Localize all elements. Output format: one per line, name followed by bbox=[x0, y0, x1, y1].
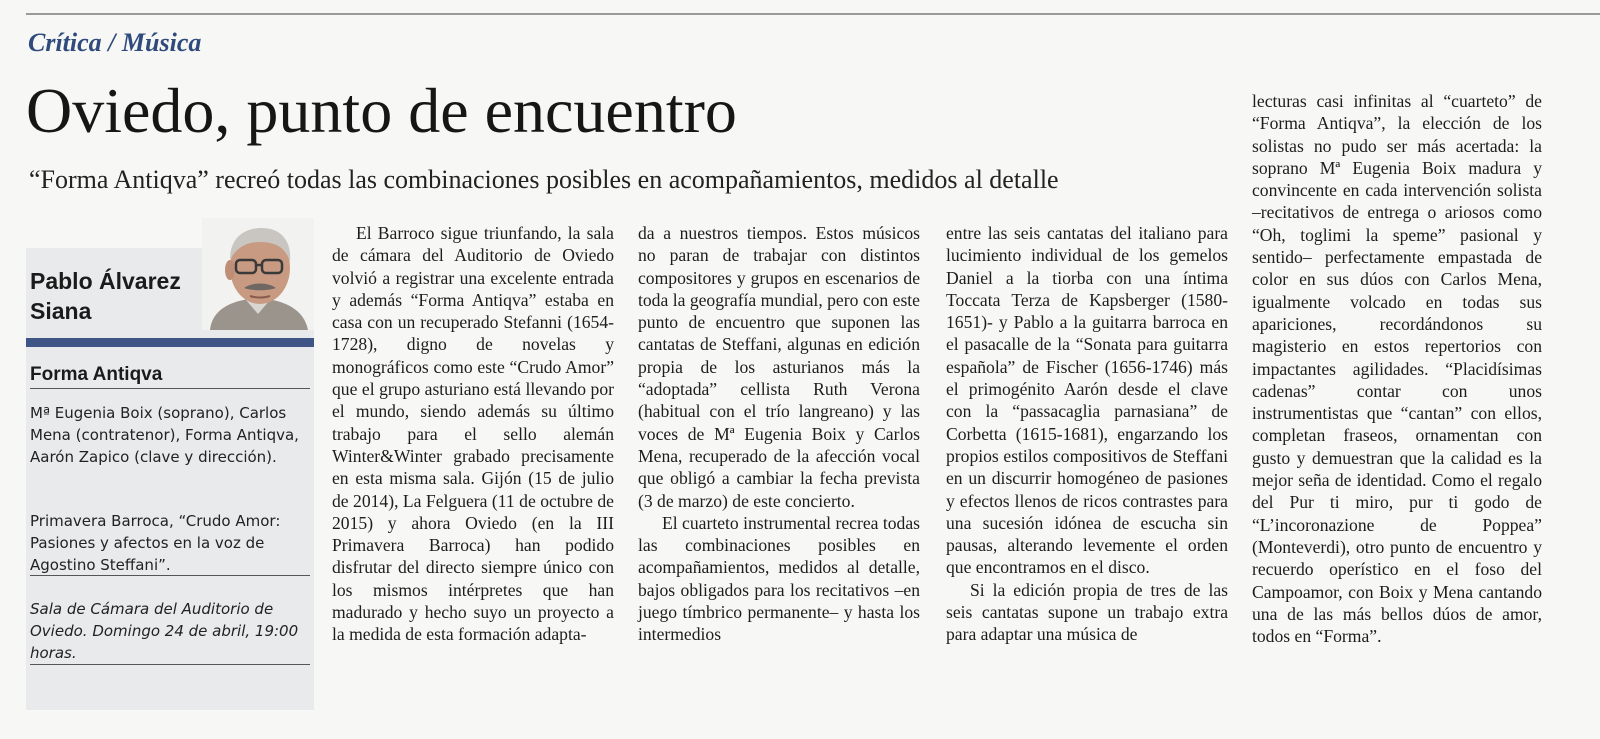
paragraph: da a nuestros tiempos. Estos músicos no paran de trabajar con distintos compositores y grupos en escenarios de toda la geografía mundial, pero con este punto de encuentro que suponen las cantatas de Steffani, algunas en edición propia de los asturianos más la “adoptada” cellista Ruth Verona (habitual con el trío langreano) y las voces de Mª Eugenia Boix y Carlos Mena, recuperado de la afección vocal que obligó a cambiar la fecha prevista (3 de marzo) de este concierto. bbox=[638, 223, 920, 511]
accent-bar bbox=[26, 338, 314, 347]
section-label: Crítica / Música bbox=[28, 28, 202, 57]
article-column-1 bbox=[332, 222, 614, 646]
paragraph: Si la edición propia de tres de las seis cantatas supone un trabajo extra para adaptar una música de bbox=[946, 579, 1228, 645]
paragraph: El cuarteto instrumental recrea todas las combinaciones posibles en acompañamientos, medidos al detalle, bajos obligados para los recitativos –en juego tímbrico permanente– y hasta los intermedios bbox=[638, 512, 920, 645]
article-column-2 bbox=[638, 222, 920, 646]
group-title: Forma Antiqva bbox=[30, 364, 163, 385]
author-photo bbox=[202, 218, 314, 330]
venue-text: Sala de Cámara del Auditorio de Oviedo. Domingo 24 de abril, 19:00 horas. bbox=[30, 600, 299, 662]
divider bbox=[30, 575, 310, 576]
author-name: Pablo Álvarez Siana bbox=[30, 268, 181, 324]
info-box bbox=[26, 248, 314, 710]
paragraph: entre las seis cantatas del italiano para lucimiento individual de los gemelos Daniel a la tiorba con una íntima Toccata Terza de Kapsberger (1580-1651)- y Pablo a la guitarra barroca en el pasacalle de la “Sonata para guitarra española” de Fischer (1656-1746) más el primogénito Aarón desde el clave con la “passacaglia parnasiana” de Corbetta (1615-1681), engarzando los propios estilos compositivos de Steffani en un discurrir homogéneo de pasiones y efectos llenos de ricos contrastes para una sucesión idónea de escucha sin pausas, alterando levemente el orden que encontramos en el disco. bbox=[946, 223, 1228, 578]
headline: Oviedo, punto de encuentro bbox=[26, 75, 737, 146]
deck-subtitle: “Forma Antiqva” recreó todas las combinaciones posibles en acompañamientos, medidos al detalle bbox=[29, 165, 1059, 194]
top-rule bbox=[26, 13, 1600, 15]
article-column-3 bbox=[946, 222, 1228, 646]
performers-text: Mª Eugenia Boix (soprano), Carlos Mena (contratenor), Forma Antiqva, Aarón Zapico (clave y dirección). bbox=[30, 404, 299, 466]
divider bbox=[30, 664, 310, 665]
article-column-4 bbox=[1252, 90, 1542, 647]
paragraph: El Barroco sigue triunfando, la sala de cámara del Auditorio de Oviedo volvió a registrar una excelente entrada y además “Forma Antiqva” estaba en casa con un recuperado Stefanni (1654-1728), digno de novelas y monográficos como este “Crudo Amor” que el grupo asturiano está llevando por el mundo, siendo además su último trabajo para el sello alemán Winter&Winter grabado precisamente en esta misma sala. Gijón (15 de julio de 2014), La Felguera (11 de octubre de 2015) y ahora Oviedo (en la III Primavera Barroca) han podido disfrutar del directo siempre único con los mismos intérpretes que han madurado y hecho suyo un proyecto a la medida de esta formación adapta- bbox=[332, 223, 614, 645]
divider bbox=[30, 388, 310, 389]
program-text: Primavera Barroca, “Crudo Amor: Pasiones y afectos en la voz de Agostino Steffani”. bbox=[30, 512, 281, 574]
paragraph: lecturas casi infinitas al “cuarteto” de “Forma Antiqva”, la elección de los solistas no pudo ser más acertada: la soprano Mª Eugenia Boix madura y convincente en cada intervención solista –recitativos de entrega o ariosos como “Oh, toglimi la speme” pasional y sentido– perfectamente empastada de color en sus dúos con Carlos Mena, igualmente volcado en todas sus apariciones, recordándonos su magisterio en estos repertorios con impactantes agilidades. “Placidísimas cadenas” contar con unos instrumentistas que “cantan” con ellos, completan fraseos, ornamentan con gusto y demuestran que la calidad es la mejor seña de identidad. Como el regalo del Pur ti miro, pur ti godo de “L’incoronazione de Poppea” (Monteverdi), otro punto de encuentro y recuerdo operístico en el foso del Campoamor, con Boix y Mena cantando una de las más bellos dúos de amor, todos en “Forma”. bbox=[1252, 91, 1542, 647]
